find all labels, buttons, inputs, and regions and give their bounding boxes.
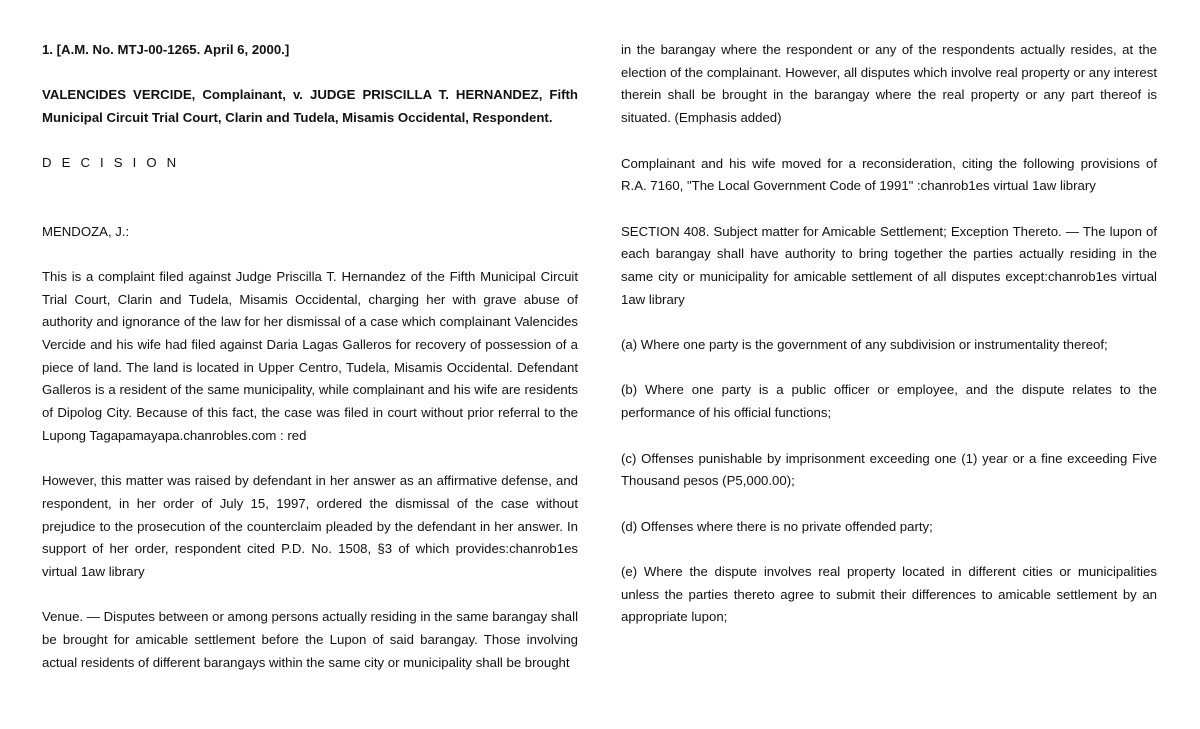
case-parties: VALENCIDES VERCIDE, Complainant, v. JUDGE PRISCILLA T. HERNANDEZ, Fifth Municipal Circuit Trial Court, Clarin and Tudela, Misamis Occidental, Respondent.: [42, 87, 578, 126]
exception-item-b: (b) Where one party is a public officer or employee, and the dispute relates to the performance of his official functions;: [621, 382, 1157, 421]
case-number: 1. [A.M. No. MTJ-00-1265. April 6, 2000.]: [42, 42, 290, 57]
body-paragraph-5: Complainant and his wife moved for a reconsideration, citing the following provisions of R.A. 7160, "The Local Government Code of 1991" :chanrob1es virtual 1aw library: [621, 155, 1157, 194]
body-paragraph-4: in the barangay where the respondent or any of the respondents actually resides, at the election of the complainant. However, all disputes which involve real property or any interest therein shall be brought in the barangay where the real property or any part thereof is situated. (Emphasis added): [621, 42, 1157, 126]
right-column: [621, 39, 1157, 652]
body-paragraph-3: Venue. — Disputes between or among persons actually residing in the same barangay shall be brought for amicable settlement before the Lupon of said barangay. Those involving actual residents of different barangays within the same city or municipality shall be brought: [42, 609, 578, 670]
body-paragraph-1: This is a complaint filed against Judge Priscilla T. Hernandez of the Fifth Municipal Circuit Trial Court, Clarin and Tudela, Misamis Occidental, charging her with grave abuse of authority and ignorance of the law for her dismissal of a case which complainant Valencides Vercide and his wife had filed against Daria Lagas Galleros for recovery of possession of a piece of land. The land is located in Upper Centro, Tudela, Misamis Occidental. Defendant Galleros is a resident of the same municipality, while complainant and his wife are residents of Dipolog City. Because of this fact, the case was filed in court without prior referral to the Lupong Tagapamayapa.chanrobles.com : red: [42, 268, 578, 443]
body-paragraph-2: However, this matter was raised by defendant in her answer as an affirmative defense, and respondent, in her order of July 15, 1997, ordered the dismissal of the case without prejudice to the prosecution of the counterclaim pleaded by the defendant in her answer. In support of her order, respondent cited P.D. No. 1508, §3 of which provides:chanrob1es virtual 1aw library: [42, 473, 578, 580]
left-column: [42, 39, 578, 697]
exception-item-a: (a) Where one party is the government of any subdivision or instrumentality thereof;: [621, 337, 1108, 353]
author-line: MENDOZA, J.:: [42, 223, 130, 239]
exception-item-c: (c) Offenses punishable by imprisonment exceeding one (1) year or a fine exceeding Five Thousand pesos (P5,000.00);: [621, 450, 1157, 489]
exception-item-d: (d) Offenses where there is no private offended party;: [621, 518, 933, 534]
decision-heading: D E C I S I O N: [42, 155, 180, 171]
section-408-paragraph: SECTION 408. Subject matter for Amicable Settlement; Exception Thereto. — The lupon of each barangay shall have authority to bring together the parties actually residing in the same city or municipality for amicable settlement of all disputes except:chanrob1es virtual 1aw library: [621, 223, 1157, 307]
exception-item-e: (e) Where the dispute involves real property located in different cities or municipalities unless the parties thereto agree to submit their differences to amicable settlement by an appropriate lupon;: [621, 564, 1157, 625]
